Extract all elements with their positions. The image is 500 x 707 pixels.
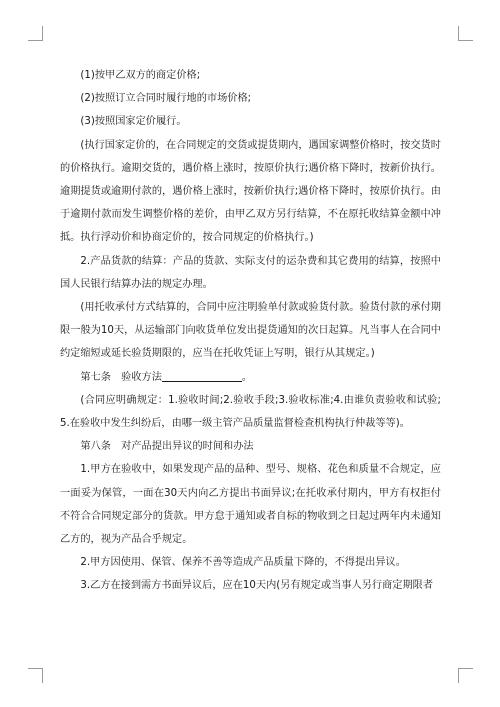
price-option-3: (3)按照国家定价履行。 — [80, 116, 187, 128]
document-body — [60, 64, 441, 598]
payment-settlement-clause: 2.产品货款的结算：产品的货款、实际支付的运杂费和其它费用的结算，按照中国人民银行结算办法的规定办理。 — [60, 255, 441, 290]
article-8-heading: 第八条 对产品提出异议的时间和办法 — [80, 441, 254, 453]
objection-clause-1: 1.甲方在验收中，如果发现产品的品种、型号、规格、花色和质量不合规定，应一面妥为保管，一面在30天内向乙方提出书面异议;在托收承付期内，甲方有权拒付不符合合同规定部分的货款。甲方怠于通知或者自标的物收到之日起过两年内未通知乙方的，视为产品合乎规定。 — [60, 464, 441, 546]
collection-acceptance-note: (用托收承付方式结算的，合同中应注明验单付款或验货付款。验货付款的承付期限一般为10天，从运输部门向收货单位发出提货通知的次日起算。凡当事人在合同中约定缩短或延长验货期限的，应当在托收凭证上写明，银行从其规定。) — [60, 302, 441, 360]
crop-mark-top-right — [458, 26, 473, 41]
price-option-1: (1)按甲乙双方的商定价格; — [80, 70, 201, 81]
article-7-title: 第七条 验收方法 — [80, 371, 162, 383]
crop-mark-top-left — [28, 26, 43, 41]
crop-mark-bottom-left — [28, 668, 43, 683]
article-7-period: 。 — [241, 371, 253, 383]
article-7-heading — [60, 366, 441, 389]
crop-mark-bottom-right — [458, 668, 473, 683]
acceptance-requirements-note: (合同应明确规定：1.验收时间;2.验收手段;3.验收标准;4.由谁负责验收和试验;5.在验收中发生纠纷后，由哪一级主管产品质量监督检查机构执行仲裁等等)。 — [60, 394, 441, 430]
acceptance-method-blank — [162, 369, 242, 382]
price-option-2: (2)按照订立合同时履行地的市场价格; — [80, 93, 252, 105]
state-pricing-note: (执行国家定价的，在合同规定的交货或提货期内，遇国家调整价格时，按交货时的价格执行。逾期交货的，遇价格上涨时，按原价执行;遇价格下降时，按新价执行。逾期提货或逾期付款的，遇价格上涨时，按新价执行;遇价格下降时，按原价执行。由于逾期付款而发生调整价格的差价，由甲乙双方另行结算，不在原托收结算金额中冲抵。执行浮动价和协商定价的，按合同规定的价格执行。) — [60, 139, 441, 244]
objection-clause-2: 2.甲方因使用、保管、保养不善等造成产品质量下降的，不得提出异议。 — [80, 557, 406, 569]
objection-clause-3: 3.乙方在接到需方书面异议后，应在10天内(另有规定或当事人另行商定期限者 — [80, 580, 434, 592]
